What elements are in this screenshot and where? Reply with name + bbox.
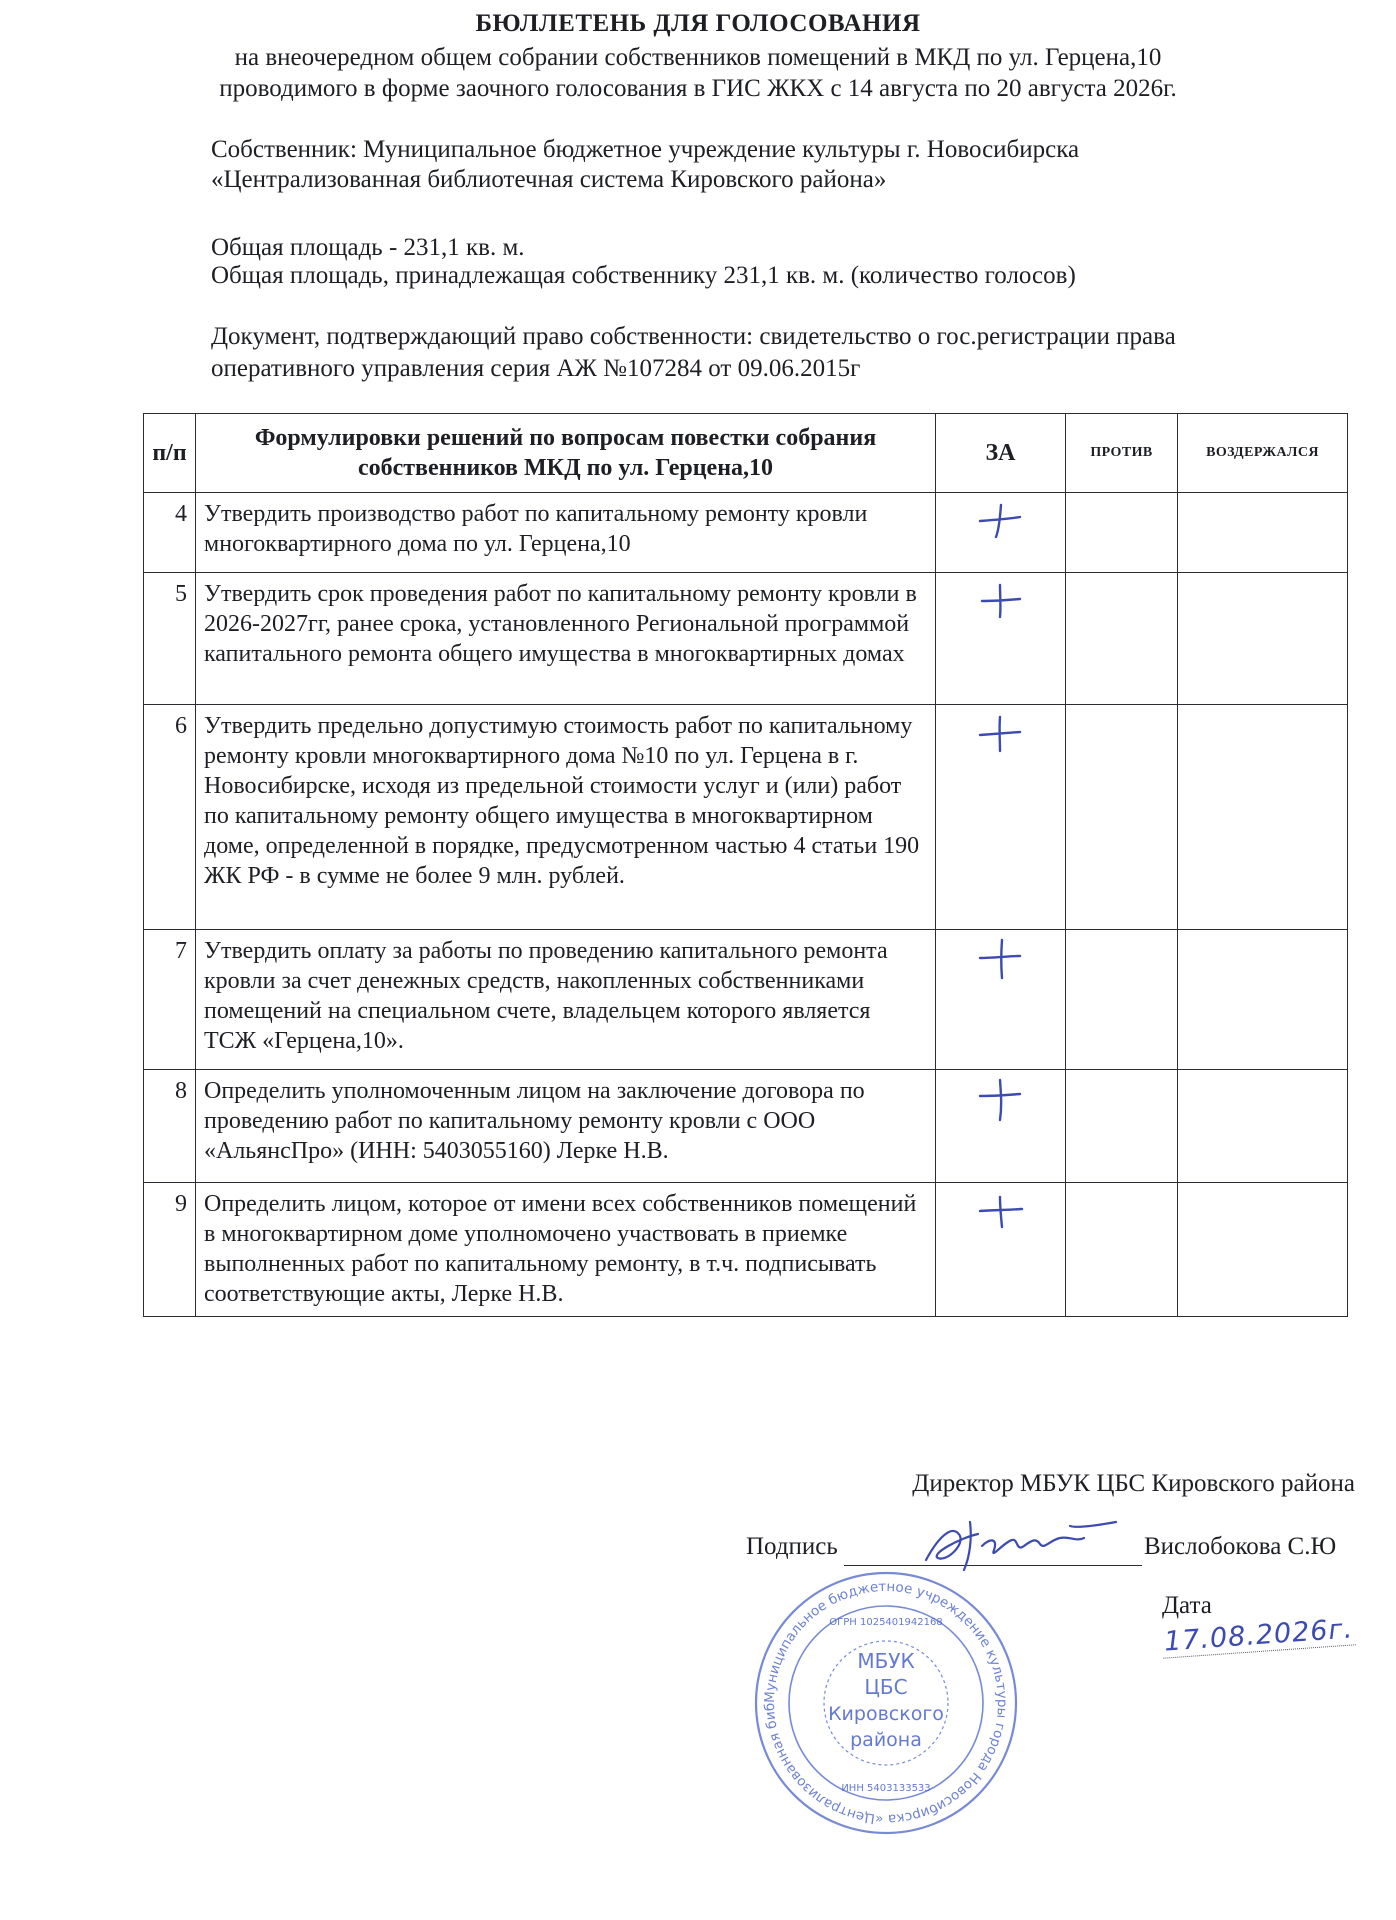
handwritten-plus-mark bbox=[974, 1189, 1028, 1237]
table-row bbox=[144, 493, 1348, 573]
vote-for-cell[interactable] bbox=[936, 930, 1066, 1070]
stamp-line-2: ЦБС bbox=[864, 1675, 908, 1699]
row-number: 7 bbox=[144, 930, 196, 1070]
vote-against-cell[interactable] bbox=[1066, 705, 1178, 930]
row-number: 9 bbox=[144, 1183, 196, 1317]
owned-area: Общая площадь, принадлежащая собственнику 231,1 кв. м. (количество голосов) bbox=[211, 262, 1076, 289]
vote-against-cell[interactable] bbox=[1066, 930, 1178, 1070]
handwritten-plus-mark bbox=[974, 499, 1028, 547]
header-for: ЗА bbox=[936, 414, 1066, 493]
decision-text: Определить уполномоченным лицом на заключение договора по проведению работ по капитальному ремонту кровли с ООО «АльянсПро» (ИНН: 5403055160) Лерке Н.В. bbox=[196, 1070, 936, 1183]
voting-table bbox=[143, 413, 1348, 1317]
handwritten-plus-mark bbox=[974, 579, 1028, 627]
director-title: Директор МБУК ЦБС Кировского района bbox=[912, 1470, 1355, 1497]
ownership-document-line-2: оперативного управления серия АЖ №107284 от 09.06.2015г bbox=[211, 355, 861, 382]
stamp-line-1: МБУК bbox=[857, 1649, 915, 1673]
vote-for-cell[interactable] bbox=[936, 705, 1066, 930]
row-number: 4 bbox=[144, 493, 196, 573]
table-row bbox=[144, 1070, 1348, 1183]
stamp-line-4: района bbox=[850, 1729, 922, 1751]
vote-against-cell[interactable] bbox=[1066, 1183, 1178, 1317]
vote-abstain-cell[interactable] bbox=[1178, 1070, 1348, 1183]
table-header-row bbox=[144, 414, 1348, 493]
total-area: Общая площадь - 231,1 кв. м. bbox=[211, 234, 525, 261]
vote-abstain-cell[interactable] bbox=[1178, 1183, 1348, 1317]
row-number: 5 bbox=[144, 573, 196, 705]
stamp-line-3: Кировского bbox=[828, 1703, 944, 1725]
vote-against-cell[interactable] bbox=[1066, 1070, 1178, 1183]
stamp-ogrn: ОГРН 1025401942168 bbox=[829, 1617, 943, 1628]
owner-line-1: Собственник: Муниципальное бюджетное учреждение культуры г. Новосибирска bbox=[211, 136, 1080, 163]
row-number: 8 bbox=[144, 1070, 196, 1183]
vote-for-cell[interactable] bbox=[936, 1183, 1066, 1317]
date-row bbox=[1162, 1592, 1396, 1658]
document-title: БЮЛЛЕТЕНЬ ДЛЯ ГОЛОСОВАНИЯ bbox=[475, 10, 921, 37]
handwritten-plus-mark bbox=[974, 936, 1028, 984]
vote-against-cell[interactable] bbox=[1066, 573, 1178, 705]
owner-line-2: «Централизованная библиотечная система Кировского района» bbox=[211, 166, 887, 193]
vote-abstain-cell[interactable] bbox=[1178, 493, 1348, 573]
decision-text: Определить лицом, которое от имени всех собственников помещений в многоквартирном доме уполномочено участвовать в приемке выполненных работ по капитальному ремонту, в т.ч. подписывать соответствующие акты, Лерке Н.В. bbox=[196, 1183, 936, 1317]
vote-abstain-cell[interactable] bbox=[1178, 573, 1348, 705]
vote-for-cell[interactable] bbox=[936, 1070, 1066, 1183]
table-row bbox=[144, 930, 1348, 1070]
table-row bbox=[144, 1183, 1348, 1317]
header-decision-text: Формулировки решений по вопросам повестки собрания собственников МКД по ул. Герцена,10 bbox=[196, 414, 936, 493]
header-against: ПРОТИВ bbox=[1066, 414, 1178, 493]
table-row bbox=[144, 573, 1348, 705]
vote-abstain-cell[interactable] bbox=[1178, 930, 1348, 1070]
document-subtitle-line-2: проводимого в форме заочного голосования в ГИС ЖКХ с 14 августа по 20 августа 2026г. bbox=[219, 75, 1177, 102]
signer-name: Вислобокова С.Ю bbox=[1144, 1533, 1337, 1560]
stamp-inn: ИНН 5403133533 bbox=[841, 1783, 931, 1794]
decision-text: Утвердить оплату за работы по проведению капитального ремонта кровли за счет денежных средств, накопленных собственниками помещений на специальном счете, владельцем которого является ТСЖ «Герцена,10». bbox=[196, 930, 936, 1070]
handwritten-date: 17.08.2026г. bbox=[1161, 1613, 1356, 1658]
decision-text: Утвердить срок проведения работ по капитальному ремонту кровли в 2026-2027гг, ранее срока, установленного Региональной программой капитального ремонта общего имущества в многоквартирных домах bbox=[196, 573, 936, 705]
vote-for-cell[interactable] bbox=[936, 493, 1066, 573]
vote-abstain-cell[interactable] bbox=[1178, 705, 1348, 930]
table-row bbox=[144, 705, 1348, 930]
decision-text: Утвердить предельно допустимую стоимость работ по капитальному ремонту кровли многоквартирного дома №10 по ул. Герцена в г. Новосибирске, исходя из предельной стоимости услуг и (или) работ по капитальному ремонту общего имущества в многоквартирном доме, определенной в порядке, предусмотренном частью 4 статьи 190 ЖК РФ - в сумме не более 9 млн. рублей. bbox=[196, 705, 936, 930]
date-label: Дата bbox=[1162, 1592, 1212, 1619]
stamp-ring-text: Муниципальное бюджетное учреждение культуры города Новосибирска «Централизованная биб bbox=[761, 1578, 1011, 1828]
decision-text: Утвердить производство работ по капитальному ремонту кровли многоквартирного дома по ул. Герцена,10 bbox=[196, 493, 936, 573]
vote-against-cell[interactable] bbox=[1066, 493, 1178, 573]
header-abstain: ВОЗДЕРЖАЛСЯ bbox=[1178, 414, 1348, 493]
handwritten-plus-mark bbox=[974, 1076, 1028, 1124]
ownership-document-line-1: Документ, подтверждающий право собственности: свидетельство о гос.регистрации права bbox=[211, 323, 1176, 350]
organization-stamp bbox=[751, 1568, 1021, 1843]
signature-label: Подпись bbox=[746, 1533, 838, 1560]
row-number: 6 bbox=[144, 705, 196, 930]
header-number: п/п bbox=[144, 414, 196, 493]
handwritten-plus-mark bbox=[974, 711, 1028, 759]
handwritten-signature bbox=[920, 1516, 1120, 1581]
document-subtitle-line-1: на внеочередном общем собрании собственников помещений в МКД по ул. Герцена,10 bbox=[234, 44, 1162, 71]
vote-for-cell[interactable] bbox=[936, 573, 1066, 705]
